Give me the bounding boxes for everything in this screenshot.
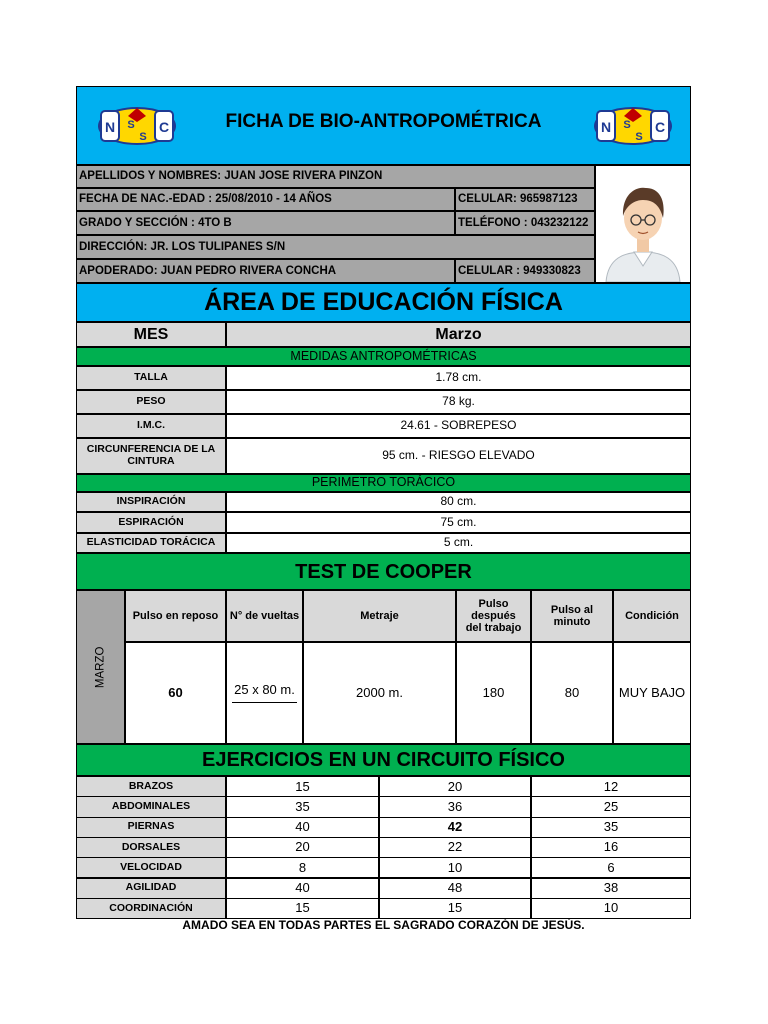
logo-letter-s2: S bbox=[635, 131, 643, 143]
logo-letter-s1: S bbox=[623, 119, 631, 131]
circuito-value-1-1: 36 bbox=[379, 796, 531, 817]
logo-letter-c: C bbox=[158, 119, 170, 135]
circuito-value-0-2: 12 bbox=[531, 776, 691, 797]
logo-letter-n: N bbox=[600, 119, 612, 135]
circuito-value-3-2: 16 bbox=[531, 837, 691, 858]
medidas-value-peso: 78 kg. bbox=[226, 390, 691, 414]
medidas-label-cintura: CIRCUNFERENCIA DE LA CINTURA bbox=[76, 438, 226, 474]
logo-letter-c: C bbox=[654, 119, 666, 135]
circuito-title: EJERCICIOS EN UN CIRCUITO FÍSICO bbox=[76, 744, 691, 776]
cooper-value-condicion: MUY BAJO bbox=[613, 642, 691, 744]
home-phone: TELÉFONO : 043232122 bbox=[455, 211, 595, 235]
month-label: MES bbox=[76, 322, 226, 347]
circuito-label-1: ABDOMINALES bbox=[76, 796, 226, 817]
circuito-value-3-0: 20 bbox=[226, 837, 379, 858]
perimetro-value-espiracion: 75 cm. bbox=[226, 512, 691, 533]
footer-motto: AMADO SEA EN TODAS PARTES EL SAGRADO CORAZÓN DE JESÚS. bbox=[182, 918, 585, 932]
birth-date-age: FECHA DE NAC.-EDAD : 25/08/2010 - 14 AÑOS bbox=[76, 188, 455, 211]
cooper-header-pulso-reposo: Pulso en reposo bbox=[125, 590, 226, 642]
perimetro-value-elasticidad: 5 cm. bbox=[226, 533, 691, 553]
circuito-value-4-1: 10 bbox=[379, 857, 531, 878]
circuito-value-3-1: 22 bbox=[379, 837, 531, 858]
circuito-label-5: AGILIDAD bbox=[76, 878, 226, 899]
student-avatar-icon bbox=[596, 166, 690, 282]
medidas-value-talla: 1.78 cm. bbox=[226, 366, 691, 390]
grade-section: GRADO Y SECCIÓN : 4TO B bbox=[76, 211, 455, 235]
logo-letter-n: N bbox=[104, 119, 116, 135]
circuito-value-2-0: 40 bbox=[226, 817, 379, 838]
cooper-month bbox=[76, 590, 125, 744]
circuito-value-5-1: 48 bbox=[379, 878, 531, 899]
cooper-header-condicion: Condición bbox=[613, 590, 691, 642]
cooper-month-label: MARZO bbox=[94, 646, 107, 688]
logo-letter-s1: S bbox=[127, 119, 135, 131]
circuito-value-1-0: 35 bbox=[226, 796, 379, 817]
cooper-header-pulso-minuto: Pulso al minuto bbox=[531, 590, 613, 642]
medidas-value-cintura: 95 cm. - RIESGO ELEVADO bbox=[226, 438, 691, 474]
circuito-label-4: VELOCIDAD bbox=[76, 857, 226, 878]
perimetro-value-inspiracion: 80 cm. bbox=[226, 492, 691, 512]
student-photo bbox=[595, 165, 691, 283]
school-logo-right bbox=[594, 104, 672, 148]
circuito-value-5-0: 40 bbox=[226, 878, 379, 899]
cooper-vueltas-text: 25 x 80 m. bbox=[232, 683, 297, 702]
cooper-header-pulso-despues: Pulso después del trabajo bbox=[456, 590, 531, 642]
cooper-title: TEST DE COOPER bbox=[76, 553, 691, 590]
circuito-label-3: DORSALES bbox=[76, 837, 226, 858]
circuito-value-5-2: 38 bbox=[531, 878, 691, 899]
area-title: ÁREA DE EDUCACIÓN FÍSICA bbox=[76, 283, 691, 322]
medidas-value-imc: 24.61 - SOBREPESO bbox=[226, 414, 691, 438]
circuito-value-2-1: 42 bbox=[379, 817, 531, 838]
circuito-label-6: COORDINACIÓN bbox=[76, 898, 226, 919]
circuito-label-0: BRAZOS bbox=[76, 776, 226, 797]
perimetro-label-inspiracion: INSPIRACIÓN bbox=[76, 492, 226, 512]
cooper-header-metraje: Metraje bbox=[303, 590, 456, 642]
circuito-value-4-0: 8 bbox=[226, 857, 379, 878]
medidas-label-imc: I.M.C. bbox=[76, 414, 226, 438]
school-logo-left bbox=[98, 104, 176, 148]
circuito-value-0-1: 20 bbox=[379, 776, 531, 797]
cooper-header-vueltas: N° de vueltas bbox=[226, 590, 303, 642]
circuito-value-1-2: 25 bbox=[531, 796, 691, 817]
perimetro-label-elasticidad: ELASTICIDAD TORÁCICA bbox=[76, 533, 226, 553]
logo-letter-s2: S bbox=[139, 131, 147, 143]
cooper-value-metraje: 2000 m. bbox=[303, 642, 456, 744]
circuito-value-4-2: 6 bbox=[531, 857, 691, 878]
medidas-title: MEDIDAS ANTROPOMÉTRICAS bbox=[76, 347, 691, 366]
address: DIRECCIÓN: JR. LOS TULIPANES S/N bbox=[76, 235, 595, 259]
circuito-value-6-1: 15 bbox=[379, 898, 531, 919]
perimetro-title: PERIMETRO TORÁCICO bbox=[76, 474, 691, 492]
cooper-value-pulso-despues: 180 bbox=[456, 642, 531, 744]
student-cellphone: CELULAR: 965987123 bbox=[455, 188, 595, 211]
student-name: APELLIDOS Y NOMBRES: JUAN JOSE RIVERA PINZON bbox=[76, 165, 595, 188]
circuito-value-6-2: 10 bbox=[531, 898, 691, 919]
guardian-name: APODERADO: JUAN PEDRO RIVERA CONCHA bbox=[76, 259, 455, 283]
month-value: Marzo bbox=[226, 322, 691, 347]
sheet-title: FICHA DE BIO-ANTROPOMÉTRICA bbox=[225, 111, 542, 132]
medidas-label-talla: TALLA bbox=[76, 366, 226, 390]
cooper-value-pulso-reposo: 60 bbox=[125, 642, 226, 744]
perimetro-label-espiracion: ESPIRACIÓN bbox=[76, 512, 226, 533]
cooper-value-vueltas bbox=[226, 642, 303, 744]
medidas-label-peso: PESO bbox=[76, 390, 226, 414]
cooper-value-pulso-minuto: 80 bbox=[531, 642, 613, 744]
circuito-value-6-0: 15 bbox=[226, 898, 379, 919]
guardian-cellphone: CELULAR : 949330823 bbox=[455, 259, 595, 283]
circuito-value-0-0: 15 bbox=[226, 776, 379, 797]
circuito-value-2-2: 35 bbox=[531, 817, 691, 838]
circuito-label-2: PIERNAS bbox=[76, 817, 226, 838]
